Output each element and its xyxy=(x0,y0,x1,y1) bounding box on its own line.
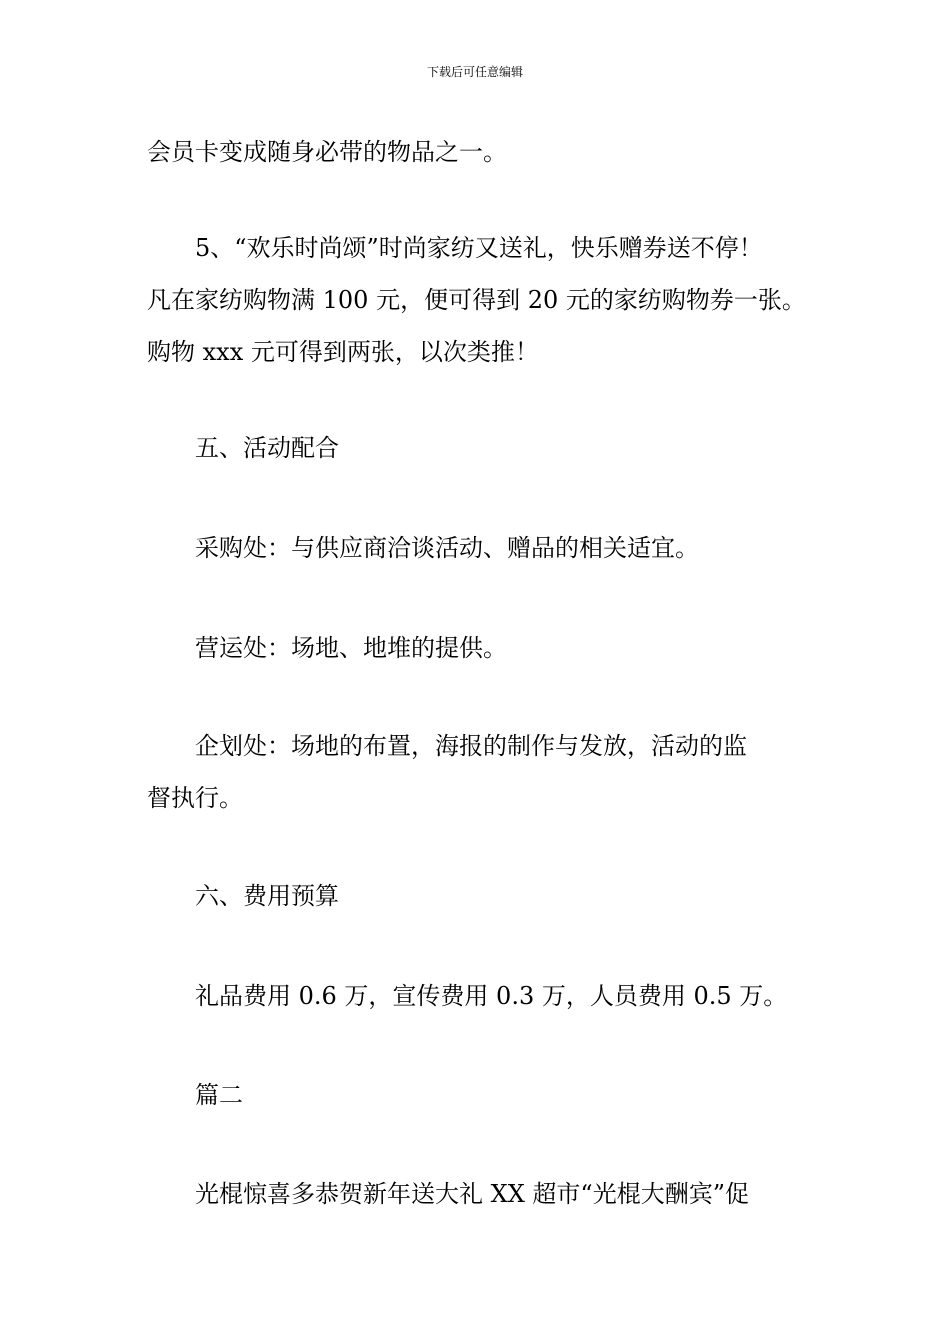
paragraph-member-card xyxy=(147,126,837,178)
paragraph-promotion-title xyxy=(147,1168,837,1220)
paragraph-operations xyxy=(147,622,837,674)
text-line: 礼品费用 0.6 万，宣传费用 0.3 万，人员费用 0.5 万。 xyxy=(195,982,788,1010)
paragraph-item-5 xyxy=(147,222,837,378)
section-heading-budget xyxy=(147,870,837,922)
text-line: 光棍惊喜多恭贺新年送大礼 XX 超市“光棍大酬宾”促 xyxy=(195,1180,749,1208)
text-line: 会员卡变成随身必带的物品之一。 xyxy=(147,138,507,166)
text-line: 篇二 xyxy=(195,1081,243,1109)
text-line: 营运处：场地、地堆的提供。 xyxy=(195,634,507,662)
section-heading-part-two xyxy=(147,1069,837,1121)
text-line: 五、活动配合 xyxy=(195,434,339,462)
section-heading-activity-coordination xyxy=(147,422,837,474)
text-line: 采购处：与供应商洽谈活动、赠品的相关适宜。 xyxy=(195,534,699,562)
text-line: 5、“欢乐时尚颂”时尚家纺又送礼，快乐赠券送不停！ xyxy=(195,234,763,262)
paragraph-budget-detail xyxy=(147,970,837,1022)
page-header-note: 下载后可任意编辑 xyxy=(426,65,523,79)
text-line: 六、费用预算 xyxy=(195,882,339,910)
text-line: 凡在家纺购物满 100 元，便可得到 20 元的家纺购物券一张。 xyxy=(147,286,806,314)
text-line: 督执行。 xyxy=(147,784,243,812)
text-line: 企划处：场地的布置，海报的制作与发放，活动的监 xyxy=(195,732,747,760)
paragraph-planning xyxy=(147,720,837,824)
paragraph-purchasing xyxy=(147,522,837,574)
text-line: 购物 xxx 元可得到两张，以次类推！ xyxy=(147,338,539,366)
